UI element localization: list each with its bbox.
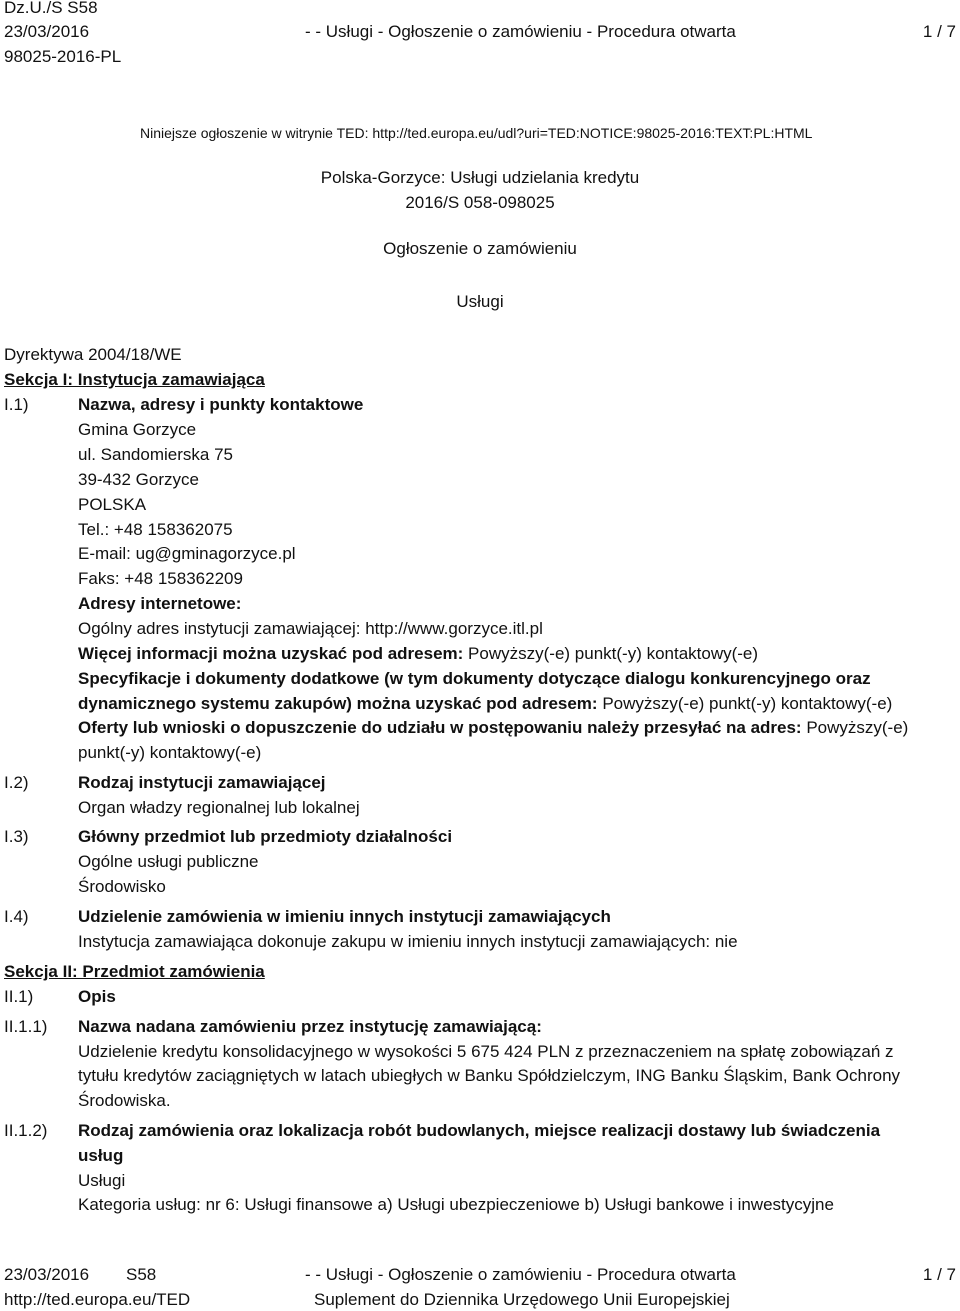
header-title: - - Usługi - Ogłoszenie o zamówieniu - Procedura otwarta	[305, 22, 736, 41]
header-date: 23/03/2016	[4, 22, 90, 41]
directive: Dyrektywa 2004/18/WE	[4, 345, 182, 364]
fax: Faks: +48 158362209	[78, 569, 243, 588]
more-info-label: Więcej informacji można uzyskać pod adresem:	[78, 644, 464, 663]
footer-date: 23/03/2016	[4, 1265, 90, 1284]
award-on-behalf: Instytucja zamawiająca dokonuje zakupu w imieniu innych instytucji zamawiających: nie	[78, 932, 738, 951]
offers-value: Powyższy(-e)	[806, 718, 909, 737]
header-doc-id: 98025-2016-PL	[4, 47, 122, 66]
contract-title-line: Udzielenie kredytu konsolidacyjnego w wysokości 5 675 424 PLN z przeznaczeniem na spłatę zobowiązań z	[78, 1042, 894, 1061]
footer-title: - - Usługi - Ogłoszenie o zamówieniu - Procedura otwarta	[305, 1265, 736, 1284]
specs-label-line1: Specyfikacje i dokumenty dodatkowe (w tym dokumenty dotyczące dialogu konkurencyjnego oraz	[78, 669, 871, 688]
section-title: Nazwa nadana zamówieniu przez instytucję zamawiającą:	[78, 1017, 542, 1036]
service-category: Kategoria usług: nr 6: Usługi finansowe a) Usługi ubezpieczeniowe b) Usługi bankowe i inwestycyjne	[78, 1195, 834, 1214]
internet-addresses-label: Adresy internetowe:	[78, 594, 242, 613]
main-activity: Ogólne usługi publiczne	[78, 852, 259, 871]
contracting-authority-name: Gmina Gorzyce	[78, 420, 197, 439]
street-address: ul. Sandomierska 75	[78, 445, 233, 464]
section-number: I.4)	[4, 907, 29, 926]
contract-title-line: tytułu kredytów zaciągniętych w latach ubiegłych w Banku Spółdzielczym, ING Banku Śląskim, Bank Ochrony	[78, 1066, 901, 1085]
footer-journal: S58	[126, 1265, 157, 1284]
section-title: Rodzaj zamówienia oraz lokalizacja robót budowlanych, miejsce realizacji dostawy lub świadczenia	[78, 1121, 881, 1140]
more-info-value: Powyższy(-e) punkt(-y) kontaktowy(-e)	[468, 644, 759, 663]
city: 39-432 Gorzyce	[78, 470, 199, 489]
section-number: I.3)	[4, 827, 29, 846]
section-title: Główny przedmiot lub przedmioty działalności	[78, 827, 453, 846]
contract-type: Usługi	[78, 1171, 126, 1190]
section-title: Udzielenie zamówienia w imieniu innych instytucji zamawiających	[78, 907, 611, 926]
notice-number: 2016/S 058-098025	[405, 193, 555, 212]
footer-url-link[interactable]: http://ted.europa.eu/TED	[4, 1290, 191, 1309]
country: POLSKA	[78, 495, 147, 514]
section-title: Nazwa, adresy i punkty kontaktowe	[78, 395, 364, 414]
notice-type: Ogłoszenie o zamówieniu	[383, 239, 577, 258]
section-2-heading: Sekcja II: Przedmiot zamówienia	[4, 962, 265, 981]
contract-title-line: Środowiska.	[78, 1091, 171, 1110]
offers-label: Oferty lub wnioski o dopuszczenie do udziału w postępowaniu należy przesyłać na adres:	[78, 718, 802, 737]
section-number: II.1.1)	[4, 1017, 48, 1036]
section-1-heading: Sekcja I: Instytucja zamawiająca	[4, 370, 265, 389]
notice-title: Polska-Gorzyce: Usługi udzielania kredytu	[320, 168, 640, 187]
email-link[interactable]: E-mail: ug@gminagorzyce.pl	[78, 544, 296, 563]
footer-supplement: Suplement do Dziennika Urzędowego Unii Europejskiej	[314, 1290, 730, 1309]
section-number: II.1.2)	[4, 1121, 48, 1140]
header-page-number: 1 / 7	[922, 22, 956, 41]
offers-row	[78, 718, 908, 738]
specs-value: Powyższy(-e) punkt(-y) kontaktowy(-e)	[602, 694, 893, 713]
ted-notice-link[interactable]: Niniejsze ogłoszenie w witrynie TED: http://ted.europa.eu/udl?uri=TED:NOTICE:98025-2016:TEXT:PL:HTML	[140, 125, 813, 141]
main-activity: Środowisko	[78, 877, 166, 896]
offers-value-line2: punkt(-y) kontaktowy(-e)	[78, 743, 262, 762]
header-journal: Dz.U./S S58	[4, 0, 98, 17]
footer-page-number: 1 / 7	[922, 1265, 956, 1284]
section-number: I.2)	[4, 773, 29, 792]
specs-row	[78, 694, 892, 714]
section-title: Rodzaj instytucji zamawiającej	[78, 773, 326, 792]
section-number: I.1)	[4, 395, 29, 414]
specs-label-line2: dynamicznego systemu zakupów) można uzyskać pod adresem:	[78, 694, 598, 713]
more-info-row	[78, 644, 758, 664]
telephone: Tel.: +48 158362075	[78, 520, 233, 539]
section-title-line2: usług	[78, 1146, 124, 1165]
section-title: Opis	[78, 987, 116, 1006]
notice-category: Usługi	[456, 292, 504, 311]
general-address-link[interactable]: Ogólny adres instytucji zamawiającej: http://www.gorzyce.itl.pl	[78, 619, 543, 638]
authority-type: Organ władzy regionalnej lub lokalnej	[78, 798, 360, 817]
section-number: II.1)	[4, 987, 34, 1006]
